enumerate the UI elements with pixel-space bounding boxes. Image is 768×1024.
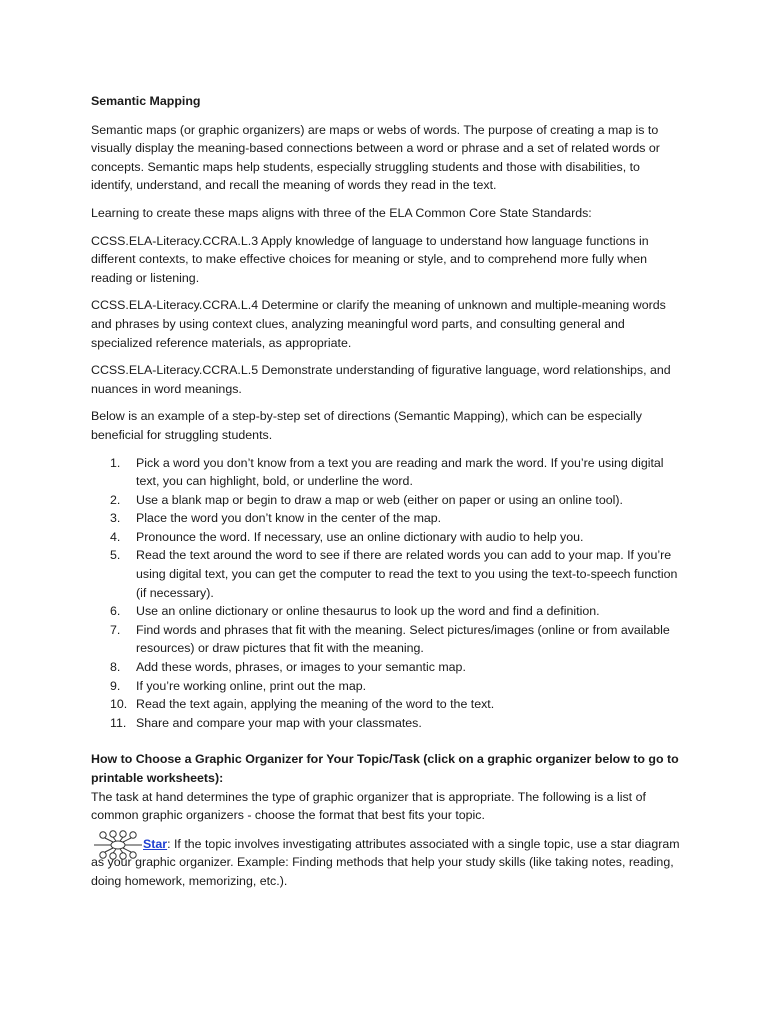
step-text: Place the word you don’t know in the center of the map.: [136, 511, 442, 526]
star-text-line1: : If the topic involves investigating attributes associated with a single topic, use a star: [167, 836, 632, 851]
organizer-intro: The task at hand determines the type of graphic organizer that is appropriate. The following is a list of common graphic organizers - choose the format that best fits your topic.: [91, 789, 646, 823]
step-number: 7.: [110, 622, 121, 637]
list-item: [91, 454, 681, 491]
standard-l3: CCSS.ELA-Literacy.CCRA.L.3 Apply knowledge of language to understand how language functions in different contexts, to make effective choices for meaning or style, and to comprehend more fully when reading or listening.: [91, 233, 649, 285]
page-title: Semantic Mapping: [91, 94, 201, 108]
steps-list: [91, 454, 681, 733]
star-organizer-entry: [91, 835, 681, 891]
step-number: 10.: [110, 697, 128, 712]
step-number: 8.: [110, 660, 121, 675]
list-item: [91, 509, 681, 528]
steps-lead: Below is an example of a step-by-step set of directions (Semantic Mapping), which can be especially beneficial for struggling students.: [91, 409, 642, 442]
standard-l5: CCSS.ELA-Literacy.CCRA.L.5 Demonstrate understanding of figurative language, word relationships, and nuances in word meanings.: [91, 363, 671, 396]
step-text: Read the text around the word to see if there are related words you can add to your map. If you’re using digital text, you can get the computer to read the text to you using the text-to-speech function (if necessary).: [136, 548, 678, 600]
step-number: 2.: [110, 492, 121, 507]
list-item: [91, 528, 681, 547]
step-number: 6.: [110, 604, 121, 619]
organizer-heading: How to Choose a Graphic Organizer for Your Topic/Task (click on a graphic organizer below to go to printable worksheets):: [91, 752, 679, 785]
step-text: Add these words, phrases, or images to your semantic map.: [136, 660, 466, 675]
intro-paragraph: Semantic maps (or graphic organizers) are maps or webs of words. The purpose of creating a map is to visually display the meaning-based connections between a word or phrase and a set of related words or concepts. Semantic maps help students, especially struggling students and those with disabilities, to identify, understand, and recall the meaning of words they read in the text.: [91, 122, 660, 193]
step-text: Read the text again, applying the meaning of the word to the text.: [136, 697, 495, 712]
step-text: Find words and phrases that fit with the meaning. Select pictures/images (online or from available resources) or draw pictures that fit with the meaning.: [136, 622, 670, 656]
list-item: [91, 621, 681, 658]
standards-lead: Learning to create these maps aligns with three of the ELA Common Core State Standards:: [91, 205, 592, 220]
step-text: Pronounce the word. If necessary, use an online dictionary with audio to help you.: [136, 529, 584, 544]
step-number: 3.: [110, 511, 121, 526]
list-item: [91, 714, 681, 733]
standard-l4: CCSS.ELA-Literacy.CCRA.L.4 Determine or clarify the meaning of unknown and multiple-meaning words and phrases by using context clues, analyzing meaningful word parts, and consulting general and specialized reference materials, as appropriate.: [91, 298, 666, 350]
list-item: [91, 602, 681, 621]
list-item: [91, 677, 681, 696]
star-text-rest: diagram as your graphic organizer. Example: Finding methods that help your study skills (like taking notes, reading, doing homework, memorizing, etc.).: [91, 836, 680, 888]
step-text: Use an online dictionary or online thesaurus to look up the word and find a definition.: [136, 604, 600, 619]
star-diagram-icon[interactable]: [91, 829, 143, 861]
step-text: If you’re working online, print out the map.: [136, 678, 367, 693]
step-text: Pick a word you don’t know from a text you are reading and mark the word. If you’re using digital text, you can highlight, bold, or underline the word.: [136, 455, 664, 489]
step-number: 1.: [110, 455, 121, 470]
step-number: 11.: [110, 715, 127, 730]
list-item: [91, 695, 681, 714]
step-number: 5.: [110, 548, 121, 563]
step-text: Use a blank map or begin to draw a map or web (either on paper or using an online tool).: [136, 492, 623, 507]
step-number: 4.: [110, 529, 121, 544]
list-item: [91, 491, 681, 510]
step-text: Share and compare your map with your classmates.: [136, 715, 422, 730]
list-item: [91, 546, 681, 602]
step-number: 9.: [110, 678, 121, 693]
list-item: [91, 658, 681, 677]
document-page: [91, 92, 681, 891]
star-link[interactable]: Star: [143, 836, 168, 851]
